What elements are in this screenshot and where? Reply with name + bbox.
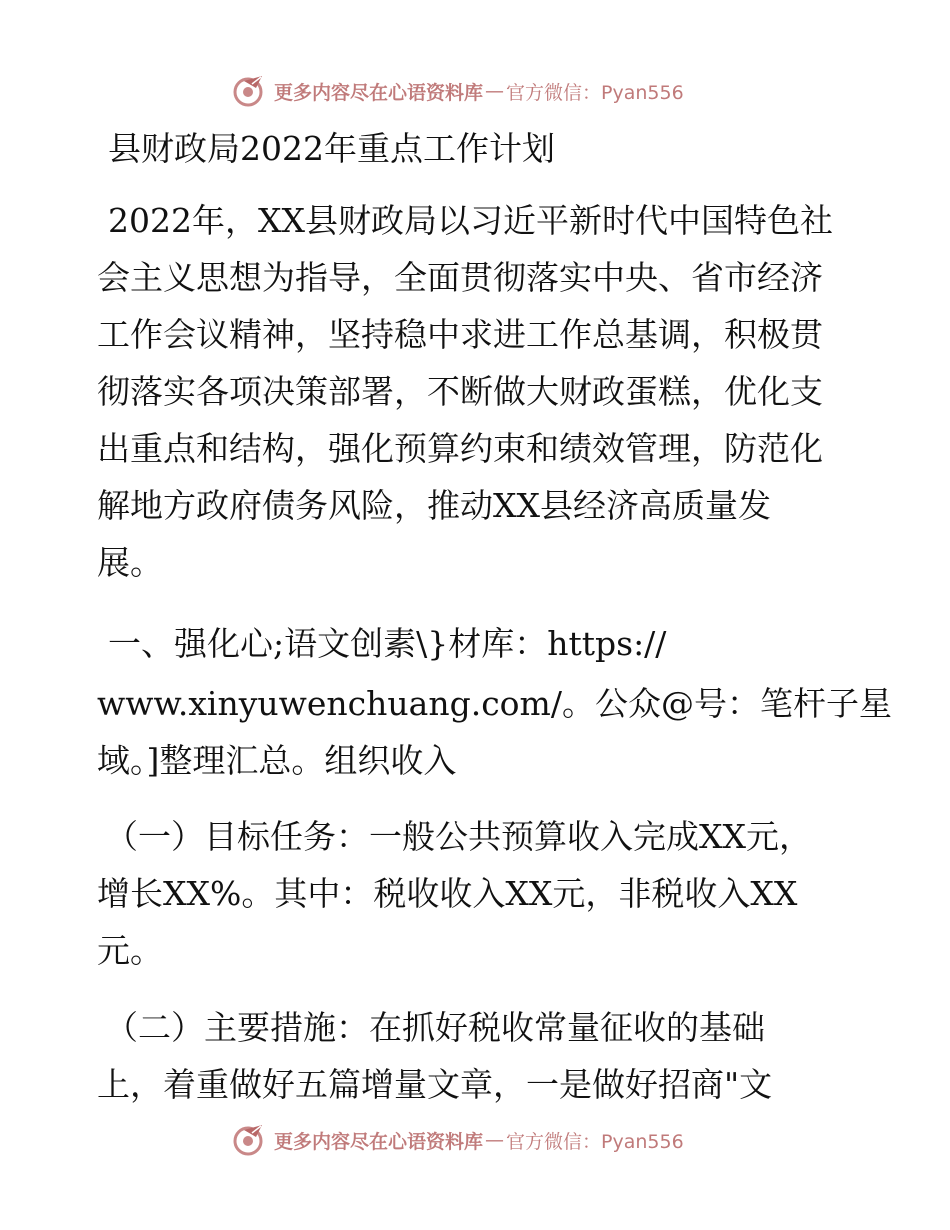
paragraph-line: 展。 bbox=[97, 543, 163, 582]
item-line: （二）主要措施：在抓好税收常量征收的基础 bbox=[105, 1008, 765, 1047]
paragraph-line: 会主义思想为指导，全面贯彻落实中央、省市经济 bbox=[97, 258, 823, 297]
watermark-wechat-text: 官方微信：Pyan556 bbox=[506, 81, 684, 104]
logo-icon bbox=[232, 1122, 268, 1158]
section-heading-line: 一、强化心;语文创素\}材库：https:// bbox=[108, 624, 667, 663]
item-line: 增长XX%。其中：税收收入XX元，非税收入XX bbox=[97, 874, 798, 913]
paragraph-line: 彻落实各项决策部署，不断做大财政蛋糕，优化支 bbox=[97, 372, 823, 411]
watermark-separator: — bbox=[485, 1129, 505, 1151]
section-heading-line: www.xinyuwenchuang.com/。公众@号：笔杆子星 bbox=[97, 684, 892, 723]
logo-icon bbox=[232, 73, 268, 109]
item-line: 上，着重做好五篇增量文章，一是做好招商"文 bbox=[97, 1065, 773, 1104]
item-line: 元。 bbox=[97, 931, 163, 970]
paragraph-line: 工作会议精神，坚持稳中求进工作总基调，积极贯 bbox=[97, 315, 823, 354]
paragraph-line: 解地方政府债务风险，推动XX县经济高质量发 bbox=[97, 486, 771, 525]
footer-watermark bbox=[232, 1120, 684, 1160]
document-title: 县财政局2022年重点工作计划 bbox=[108, 129, 555, 168]
section-heading-line: 域。]整理汇总。组织收入 bbox=[97, 741, 457, 780]
watermark-site-text: 更多内容尽在心语资料库 bbox=[274, 1130, 484, 1153]
watermark-wechat-text: 官方微信：Pyan556 bbox=[506, 1130, 684, 1153]
watermark-separator: — bbox=[485, 80, 505, 102]
paragraph-line: 2022年，XX县财政局以习近平新时代中国特色社 bbox=[108, 201, 833, 240]
header-watermark bbox=[232, 71, 684, 111]
item-line: （一）目标任务：一般公共预算收入完成XX元， bbox=[105, 817, 812, 856]
watermark-site-text: 更多内容尽在心语资料库 bbox=[274, 81, 484, 104]
paragraph-line: 出重点和结构，强化预算约束和绩效管理，防范化 bbox=[97, 429, 823, 468]
